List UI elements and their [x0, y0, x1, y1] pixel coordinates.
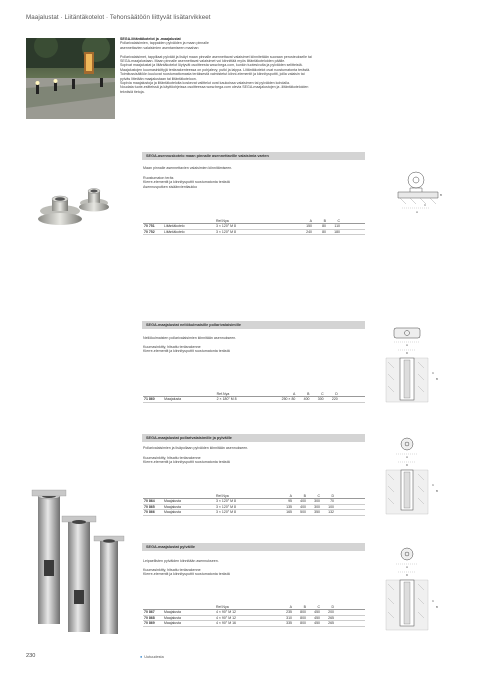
table-cell: 800	[293, 610, 307, 615]
table-cell: 70 751	[143, 224, 163, 229]
table-cell: 80	[313, 224, 327, 229]
table-cell: 400	[293, 499, 307, 504]
table-cell: Liitäntäkotelo	[163, 224, 215, 229]
dimension-label: C	[432, 371, 435, 375]
dimension-label: D	[406, 351, 409, 355]
section-title: SEGA-maajalustat neliökulmaisille pollarivalaisimille	[142, 321, 365, 329]
bullet-icon: ●	[140, 655, 143, 659]
column-header: C	[307, 494, 321, 499]
section-specs	[143, 456, 363, 465]
table-cell: Maajalusta	[163, 621, 215, 626]
page-number: 230	[26, 653, 36, 659]
column-header: A	[285, 219, 313, 224]
section-text: Maan pinnalle asennettavien valaisimien kiinnitämiseen.	[143, 166, 233, 170]
table-cell: 70 865	[143, 504, 163, 509]
table-cell: 4 × 90° M 16	[215, 621, 273, 626]
table-cell: 350	[307, 510, 321, 515]
table-cell: Maajalusta	[163, 510, 215, 515]
spec-line: Asennusputken sisäänvientiaukko	[143, 184, 198, 189]
column-header: B	[296, 392, 310, 397]
intro-body: Sopivat maajalustat ja liitäntäkotelot löytyvät osoitteesta www.bega.com, kunkin tuotesivulta ja pylväiden selitteistä.	[120, 63, 303, 68]
intro-text	[120, 37, 452, 94]
spec-line: Kierre-elementit ja kiinnitysputtit ruostumatonta terästä	[143, 180, 230, 185]
table-cell: Maajalusta	[163, 499, 215, 504]
table-cell: Maajalusta	[163, 615, 215, 620]
table-cell: 310	[273, 615, 293, 620]
intro-body: tekniisiä tietoja.	[120, 89, 145, 94]
table-cell: 150	[285, 224, 313, 229]
dimension-label: A	[406, 565, 409, 569]
section-text: Leipaellisten pylväiden kiinnitään asennukseen.	[143, 559, 219, 563]
connection-housing-photo	[34, 185, 114, 229]
table-row	[143, 397, 365, 402]
column-header: Ref.Nya	[216, 392, 268, 397]
product-table	[143, 494, 365, 516]
table-cell: 80	[313, 229, 327, 234]
dimension-label: B	[440, 193, 443, 197]
table-cell: 500	[293, 510, 307, 515]
column-header: Ref.Nya	[215, 494, 273, 499]
footer-note	[140, 655, 164, 659]
intro-body: Toimitussisältöön kuuluvat ruostumattomasta teräksestä valmistetut kiinni-elementit ja kiinnitysputtit, joilla valaisin tai	[120, 72, 305, 77]
table-cell: 4 × 90° M 12	[215, 610, 273, 615]
table-cell: Liitäntäkotelo	[163, 229, 215, 234]
table-cell: 200	[321, 610, 335, 615]
table-cell: 265	[321, 621, 335, 626]
column-header: Ref.Nya	[215, 605, 273, 610]
table-cell: 180	[327, 229, 341, 234]
table-cell: 71 860	[143, 397, 163, 402]
table-cell: 3 × 120° M 8	[215, 504, 273, 509]
column-header: B	[293, 605, 307, 610]
product-table	[143, 605, 365, 627]
column-header: A	[273, 494, 293, 499]
intro-body: Maajalustojen kuumasinkittyjä teräsrakenteessa on pohjalevy, putki ja laippa. Liitäntäkotelot ovat ruostumatonta terästä.	[120, 67, 311, 72]
table-cell: 165	[273, 510, 293, 515]
column-header: A	[273, 605, 293, 610]
table-cell: 135	[273, 504, 293, 509]
garden-photo	[26, 38, 115, 119]
table-cell: 800	[293, 621, 307, 626]
intro-line: asennettavien valaisimien asentamiseen maahan	[120, 45, 199, 50]
column-header: C	[310, 392, 324, 397]
intro-title: SEGA-liitäntäkotelot ja -maajalustat	[120, 37, 181, 41]
spec-line: Kuumasinkitty, hitsattu teräsrakenne	[143, 568, 201, 572]
footer-note-label: Uutuudesta	[144, 655, 164, 659]
table-cell: 400	[293, 504, 307, 509]
table-cell: 70 867	[143, 610, 163, 615]
table-cell: 110	[327, 224, 341, 229]
column-header: Ref.Nya	[215, 219, 285, 224]
dimension-label: D	[406, 573, 409, 577]
intro-line: Pollarivalaisimien, tappaiden pylväiden ja maan pinnalle	[120, 41, 209, 46]
section-text: Neliökulmaisten pollarivalaisimien kiinnitään asennukseen.	[143, 336, 237, 340]
column-header: B	[313, 219, 327, 224]
technical-drawing	[382, 436, 444, 516]
dimension-label: B	[436, 605, 439, 609]
section-text: Pollarivalaisimien ja lisäpollaan pylväiden kiinnitään asennukseen.	[143, 446, 249, 450]
dimension-label: C	[424, 203, 427, 207]
table-cell: 450	[307, 615, 321, 620]
dimension-label: D	[406, 463, 409, 467]
column-header: D	[321, 494, 335, 499]
table-cell: 300	[310, 397, 324, 402]
intro-body: Sopivia maajalustoja ja liitäntäkoteloita koskevat valittelut ovat kaukoissa valaisimen tai pylväiden kohdalla.	[120, 81, 290, 86]
dimension-label: C	[432, 483, 435, 487]
section-specs	[143, 345, 363, 354]
dimension-label: B	[436, 489, 439, 493]
column-header: C	[327, 219, 341, 224]
intro-body: SEGA-maajalustaan. Maan pinnalle asennettavat valaisimet voi kiinnittää myös liitäntäkoteloiden päälle.	[120, 59, 286, 64]
table-cell: 2 × 180° M 8	[216, 397, 268, 402]
section-title: SEGA-asennuskotelo maan pinnalle asennettaville valaisimia varten	[142, 152, 365, 160]
table-cell: 450	[307, 610, 321, 615]
table-cell: 3 × 120° M 8	[215, 229, 285, 234]
table-cell: 3 × 120° M 8	[215, 224, 285, 229]
table-cell: 132	[321, 510, 335, 515]
product-table	[143, 392, 365, 403]
dimension-label: A	[406, 455, 409, 459]
section-title: SEGA-maajalustat pollarivalaisimille ja pylväille	[142, 434, 365, 442]
spec-line: Kuumasinkitty, hitsattu teräsrakenne	[143, 456, 201, 460]
table-cell: 4 × 90° M 12	[215, 615, 273, 620]
table-cell: 240	[285, 229, 313, 234]
table-cell: 95	[273, 499, 293, 504]
spec-line: Kierre-elementit ja kiinnitysputtit ruostumatonta terästä	[143, 572, 230, 577]
table-cell: Maajalusta	[163, 504, 215, 509]
intro-body: Pollarivalaisimet, tappiilaat pylväät ja lisäyt maan pinnalle asennettavat valaisimet kiinnitetään suoraan perusteukselle tai	[120, 54, 312, 59]
table-cell: 300	[307, 499, 321, 504]
table-cell: 450	[307, 621, 321, 626]
table-cell: 800	[293, 615, 307, 620]
dimension-label: A	[416, 210, 419, 214]
technical-drawing	[382, 326, 444, 406]
technical-drawing	[382, 546, 444, 632]
section-specs	[143, 176, 363, 189]
section-title: SEGA-maajalustat pylväille	[142, 543, 365, 551]
technical-drawing	[396, 168, 448, 222]
spec-line: Kierre-elementit ja kiinnitysputtit ruostumatonta terästä	[143, 349, 230, 354]
section-specs	[143, 568, 363, 577]
table-cell: 265	[321, 615, 335, 620]
table-cell: 250 × 80	[268, 397, 296, 402]
spec-line: Kierre-elementit ja kiinnitysputtit ruostumatonta terästä	[143, 460, 230, 465]
table-row	[143, 229, 365, 234]
table-cell: 335	[273, 621, 293, 626]
table-cell: 70	[321, 499, 335, 504]
ground-socket-photo	[28, 480, 128, 640]
dimension-label: C	[432, 599, 435, 603]
dimension-label: B	[436, 377, 439, 381]
table-cell: 400	[296, 397, 310, 402]
column-header: D	[321, 605, 335, 610]
table-row	[143, 510, 365, 515]
table-cell: 3 × 120° M 8	[215, 499, 273, 504]
table-cell: Maajalusta	[163, 610, 215, 615]
table-cell: 70 866	[143, 510, 163, 515]
spec-line: Ruostumaton teräs	[143, 176, 174, 180]
column-header: B	[293, 494, 307, 499]
column-header: A	[268, 392, 296, 397]
table-cell: 70 868	[143, 615, 163, 620]
intro-body: Noudata tuote-esitteissä ja käyttöohjeissa osoitteessa www.bega.com olevia SEGA-maajalustojen ja -liitäntäkoteloiden	[120, 85, 309, 90]
table-cell: 235	[273, 610, 293, 615]
table-cell: Maajalusta	[163, 397, 215, 402]
table-cell: 100	[321, 504, 335, 509]
table-cell: 70 752	[143, 229, 163, 234]
table-row	[143, 621, 365, 626]
table-cell: 70 869	[143, 621, 163, 626]
table-cell: 220	[325, 397, 339, 402]
table-cell: 3 × 120° M 8	[215, 510, 273, 515]
page-header: Maajalustat · Liitäntäkotelot · Tehonsäätöön liittyvät lisätarvikkeet	[26, 14, 211, 21]
spec-line: Kuumasinkitty, hitsattu teräsrakenne	[143, 345, 201, 349]
table-cell: 70 864	[143, 499, 163, 504]
intro-body: pylväs liitetään maajalustaan tai liitäntäkoteloon.	[120, 76, 197, 81]
column-header: D	[325, 392, 339, 397]
product-table	[143, 219, 365, 235]
dimension-label: A	[406, 343, 409, 347]
table-cell: 300	[307, 504, 321, 509]
column-header: C	[307, 605, 321, 610]
